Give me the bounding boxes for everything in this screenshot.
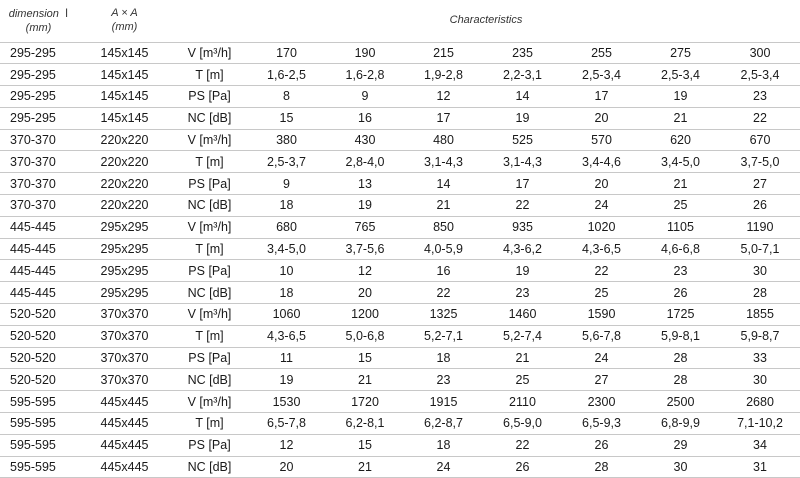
value-cell: 3,7-5,6 [345, 242, 385, 257]
axa-cell: 370x370 [100, 329, 149, 344]
value-cell: 2500 [666, 394, 695, 409]
value-cell: 30 [753, 263, 767, 278]
table-row [0, 64, 800, 86]
value-cell: 15 [279, 111, 294, 126]
value-cell: 6,2-8,1 [345, 416, 385, 431]
value-cell: 19 [515, 263, 530, 278]
value-cell: 3,4-5,0 [267, 242, 306, 257]
table-row [0, 434, 800, 456]
value-cell: 28 [673, 351, 688, 366]
value-cell: 15 [358, 438, 372, 453]
axa-cell: 445x445 [100, 394, 149, 409]
value-cell: 2,5-3,4 [582, 67, 621, 82]
value-cell: 935 [512, 220, 533, 235]
value-cell: 26 [753, 198, 767, 213]
axa-cell: 220x220 [100, 176, 149, 191]
value-cell: 20 [594, 176, 609, 191]
axa-cell: 370x370 [100, 351, 149, 366]
dimension-header [0, 0, 77, 42]
table-row [0, 413, 800, 435]
parameter-cell: NC [dB] [187, 460, 232, 475]
value-cell: 1,6-2,5 [267, 67, 306, 82]
value-cell: 26 [515, 460, 530, 475]
dimension-cell: 295-295 [10, 67, 56, 82]
value-cell: 27 [753, 176, 767, 191]
value-cell: 5,2-7,1 [424, 329, 463, 344]
dimension-cell: 295-295 [10, 89, 56, 104]
dimension-cell: 445-445 [10, 285, 56, 300]
dimension-header-label: dimension [8, 8, 59, 20]
axa-cell: 145x145 [100, 67, 149, 82]
value-cell: 12 [279, 438, 294, 453]
value-cell: 23 [436, 372, 451, 387]
value-cell: 4,6-6,8 [661, 242, 700, 257]
value-cell: 21 [673, 176, 688, 191]
value-cell: 4,3-6,5 [582, 242, 621, 257]
parameter-cell: T [m] [195, 242, 224, 257]
parameter-cell: PS [Pa] [188, 351, 231, 366]
table-body [0, 42, 800, 478]
value-cell: 23 [515, 285, 530, 300]
value-cell: 3,1-4,3 [424, 154, 463, 169]
value-cell: 235 [512, 45, 533, 60]
value-cell: 25 [594, 285, 609, 300]
axa-cell: 445x445 [100, 416, 149, 431]
value-cell: 570 [591, 133, 612, 148]
value-cell: 9 [283, 176, 290, 191]
value-cell: 12 [436, 89, 451, 104]
value-cell: 2110 [509, 394, 536, 409]
value-cell: 20 [358, 285, 372, 300]
value-cell: 480 [433, 133, 454, 148]
value-cell: 2,2-3,1 [503, 67, 542, 82]
table-row [0, 391, 800, 413]
value-cell: 1060 [272, 307, 301, 322]
dimension-cell: 520-520 [10, 351, 56, 366]
value-cell: 9 [361, 89, 369, 104]
table-row [0, 173, 800, 195]
parameter-cell: T [m] [195, 416, 224, 431]
value-cell: 525 [512, 133, 533, 148]
value-cell: 1530 [272, 394, 301, 409]
parameter-cell: V [m³/h] [187, 307, 232, 322]
value-cell: 14 [515, 89, 530, 104]
value-cell: 20 [279, 460, 294, 475]
value-cell: 11 [280, 351, 293, 366]
value-cell: 21 [515, 351, 530, 366]
value-cell: 23 [673, 263, 688, 278]
value-cell: 28 [753, 285, 767, 300]
value-cell: 26 [673, 285, 688, 300]
value-cell: 17 [436, 111, 451, 126]
table-row [0, 238, 800, 260]
value-cell: 23 [753, 89, 767, 104]
dimension-cell: 595-595 [10, 438, 56, 453]
value-cell: 7,1-10,2 [737, 416, 783, 431]
value-cell: 680 [276, 220, 297, 235]
value-cell: 275 [670, 45, 691, 60]
value-cell: 21 [673, 111, 688, 126]
axa-cell: 445x445 [100, 438, 149, 453]
value-cell: 17 [594, 89, 609, 104]
parameter-cell: V [m³/h] [187, 220, 232, 235]
axa-cell: 220x220 [100, 133, 149, 148]
value-cell: 4,3-6,2 [503, 242, 542, 257]
value-cell: 2,5-3,4 [661, 67, 700, 82]
table-row [0, 347, 800, 369]
value-cell: 31 [753, 460, 767, 475]
value-cell: 3,4-5,0 [661, 154, 700, 169]
value-cell: 20 [594, 111, 609, 126]
table-row [0, 42, 800, 64]
value-cell: 16 [436, 263, 451, 278]
value-cell: 18 [436, 438, 451, 453]
value-cell: 1105 [667, 220, 694, 235]
value-cell: 28 [594, 460, 609, 475]
value-cell: 21 [358, 372, 372, 387]
value-cell: 24 [594, 198, 609, 213]
table-row [0, 86, 800, 108]
value-cell: 850 [433, 220, 454, 235]
dimension-cell: 445-445 [10, 220, 56, 235]
value-cell: 22 [436, 285, 451, 300]
axa-cell: 220x220 [100, 198, 149, 213]
value-cell: 430 [354, 133, 376, 148]
value-cell: 6,2-8,7 [424, 416, 463, 431]
value-cell: 6,5-9,3 [582, 416, 621, 431]
value-cell: 1720 [351, 394, 379, 409]
value-cell: 2300 [587, 394, 616, 409]
value-cell: 1020 [587, 220, 616, 235]
parameter-cell: PS [Pa] [188, 176, 231, 191]
dimension-header-unit: (mm) [25, 22, 52, 34]
value-cell: 1590 [587, 307, 616, 322]
value-cell: 1190 [746, 220, 774, 235]
table-row [0, 282, 800, 304]
axa-cell: 145x145 [100, 89, 149, 104]
value-cell: 1460 [508, 307, 537, 322]
axa-cell: 370x370 [100, 307, 149, 322]
value-cell: 13 [358, 176, 372, 191]
table-row [0, 216, 800, 238]
table-header [0, 0, 800, 42]
dimension-cell: 520-520 [10, 372, 56, 387]
value-cell: 1,6-2,8 [345, 67, 385, 82]
value-cell: 620 [670, 133, 691, 148]
value-cell: 22 [594, 263, 609, 278]
axa-header-label: A × A [111, 7, 138, 19]
value-cell: 24 [436, 460, 451, 475]
value-cell: 1200 [351, 307, 379, 322]
dimension-cell: 370-370 [10, 176, 56, 191]
dimension-cell: 595-595 [10, 460, 56, 475]
table-row [0, 260, 800, 282]
axa-cell: 295x295 [100, 220, 149, 235]
value-cell: 5,0-7,1 [740, 242, 780, 257]
value-cell: 14 [436, 176, 451, 191]
value-cell: 670 [749, 133, 771, 148]
value-cell: 29 [673, 438, 688, 453]
parameter-cell: V [m³/h] [187, 394, 232, 409]
table-row [0, 195, 800, 217]
value-cell: 26 [594, 438, 609, 453]
dimension-cell: 370-370 [10, 198, 56, 213]
axa-cell: 220x220 [100, 154, 149, 169]
dimension-cell: 520-520 [10, 307, 56, 322]
value-cell: 4,3-6,5 [267, 329, 306, 344]
value-cell: 12 [358, 263, 372, 278]
dimension-cell: 595-595 [10, 416, 56, 431]
table-row [0, 325, 800, 347]
value-cell: 2680 [746, 394, 774, 409]
text-cursor-icon: I [64, 6, 69, 20]
value-cell: 18 [436, 351, 451, 366]
axa-cell: 295x295 [100, 285, 149, 300]
value-cell: 5,9-8,1 [661, 329, 700, 344]
value-cell: 255 [591, 45, 612, 60]
value-cell: 22 [753, 111, 767, 126]
value-cell: 5,0-6,8 [345, 329, 385, 344]
axa-cell: 295x295 [100, 263, 149, 278]
table-row [0, 107, 800, 129]
value-cell: 22 [515, 438, 530, 453]
value-cell: 33 [753, 351, 767, 366]
dimension-cell: 295-295 [10, 45, 56, 60]
value-cell: 10 [279, 263, 294, 278]
value-cell: 15 [358, 351, 372, 366]
parameter-cell: NC [dB] [187, 372, 232, 387]
dimension-cell: 520-520 [10, 329, 56, 344]
axa-header [77, 0, 172, 42]
value-cell: 380 [276, 133, 297, 148]
dimension-cell: 370-370 [10, 154, 56, 169]
value-cell: 21 [436, 198, 451, 213]
value-cell: 1325 [429, 307, 458, 322]
value-cell: 18 [279, 285, 294, 300]
dimension-cell: 370-370 [10, 133, 56, 148]
value-cell: 1,9-2,8 [424, 67, 463, 82]
parameter-cell: T [m] [195, 154, 224, 169]
parameter-cell: T [m] [195, 67, 224, 82]
value-cell: 2,5-3,7 [267, 154, 306, 169]
table-row [0, 369, 800, 391]
value-cell: 3,1-4,3 [503, 154, 542, 169]
value-cell: 5,9-8,7 [740, 329, 780, 344]
value-cell: 215 [433, 45, 454, 60]
value-cell: 2,5-3,4 [740, 67, 780, 82]
value-cell: 19 [279, 372, 294, 387]
dimension-cell: 445-445 [10, 263, 56, 278]
axa-cell: 145x145 [100, 111, 149, 126]
parameter-cell: NC [dB] [187, 198, 232, 213]
parameter-cell: NC [dB] [187, 111, 232, 126]
value-cell: 3,7-5,0 [740, 154, 780, 169]
value-cell: 765 [354, 220, 376, 235]
value-cell: 2,8-4,0 [345, 154, 385, 169]
value-cell: 19 [358, 198, 372, 213]
value-cell: 190 [354, 45, 376, 60]
parameter-cell: PS [Pa] [188, 438, 231, 453]
value-cell: 1725 [666, 307, 695, 322]
value-cell: 24 [594, 351, 609, 366]
characteristics-header: Characteristics [449, 14, 523, 26]
parameter-cell: V [m³/h] [187, 133, 232, 148]
value-cell: 18 [279, 198, 294, 213]
value-cell: 3,4-4,6 [582, 154, 621, 169]
value-cell: 5,6-7,8 [582, 329, 621, 344]
value-cell: 6,5-9,0 [503, 416, 542, 431]
value-cell: 30 [673, 460, 688, 475]
value-cell: 6,5-7,8 [267, 416, 306, 431]
value-cell: 300 [749, 45, 771, 60]
value-cell: 5,2-7,4 [503, 329, 542, 344]
value-cell: 19 [673, 89, 688, 104]
value-cell: 25 [673, 198, 688, 213]
value-cell: 1915 [429, 394, 458, 409]
dimension-cell: 445-445 [10, 242, 56, 257]
axa-cell: 370x370 [100, 372, 149, 387]
parameter-cell: NC [dB] [187, 285, 232, 300]
axa-cell: 295x295 [100, 242, 149, 257]
value-cell: 17 [515, 176, 530, 191]
table-row [0, 304, 800, 326]
parameter-cell: PS [Pa] [188, 263, 231, 278]
parameter-cell: T [m] [195, 329, 224, 344]
table-row [0, 151, 800, 173]
value-cell: 19 [515, 111, 530, 126]
table-row [0, 129, 800, 151]
dimension-cell: 595-595 [10, 394, 56, 409]
value-cell: 170 [276, 45, 297, 60]
parameter-cell: V [m³/h] [187, 45, 232, 60]
value-cell: 34 [753, 438, 767, 453]
parameter-cell: PS [Pa] [188, 89, 231, 104]
value-cell: 1855 [746, 307, 774, 322]
value-cell: 30 [753, 372, 767, 387]
axa-cell: 145x145 [100, 45, 149, 60]
axa-cell: 445x445 [100, 460, 149, 475]
value-cell: 28 [673, 372, 688, 387]
value-cell: 27 [594, 372, 609, 387]
axa-header-unit: (mm) [111, 21, 138, 33]
value-cell: 16 [358, 111, 372, 126]
value-cell: 25 [515, 372, 530, 387]
value-cell: 22 [515, 198, 530, 213]
value-cell: 21 [358, 460, 372, 475]
value-cell: 6,8-9,9 [661, 416, 700, 431]
dimension-cell: 295-295 [10, 111, 56, 126]
value-cell: 8 [283, 89, 290, 104]
value-cell: 4,0-5,9 [424, 242, 463, 257]
